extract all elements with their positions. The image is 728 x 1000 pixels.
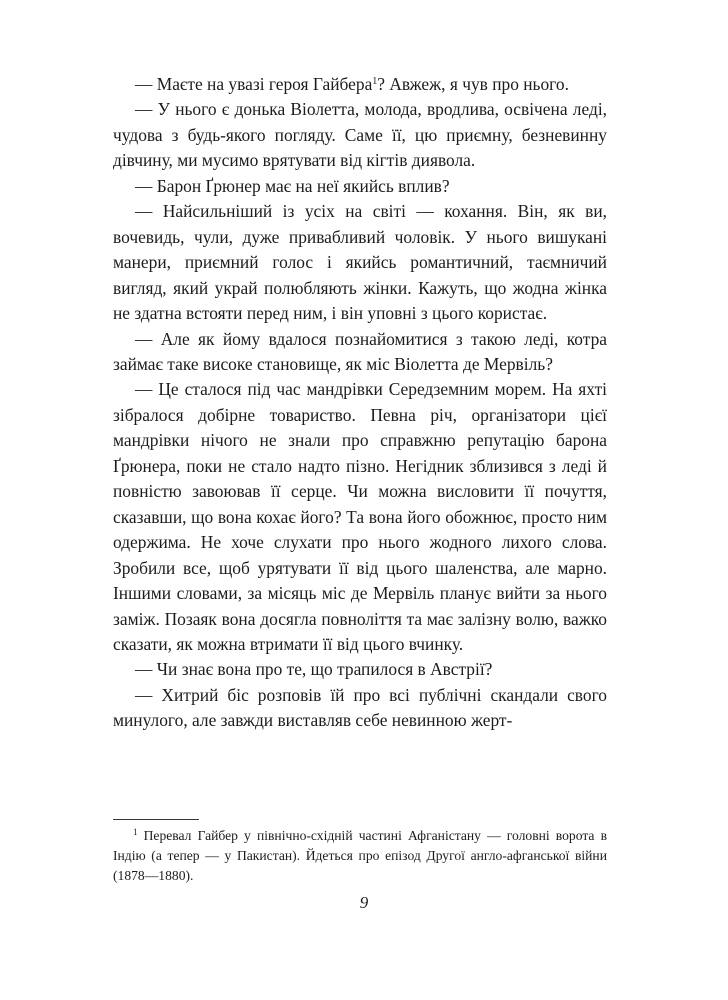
paragraph-3: — Барон Ґрюнер має на неї якийсь вплив?: [135, 175, 450, 196]
paragraph-1: — Маєте на увазі героя Гайбера$^1$? Авжеж, я чув про нього.: [135, 74, 569, 94]
footnote-text: Перевал Гайбер у північно-східній частині Афганістану — головні ворота в Індію (а тепер — у Пакистан). Йдеться про епізод Другої англо-афганської війни (1878—1880).: [113, 828, 607, 883]
footnote-ref[interactable]: 1: [372, 76, 378, 87]
main-text: [113, 72, 607, 734]
paragraph-5: — Але як йому вдалося познайомитися з такою леді, котра займає таке високе становище, як міс Віолетта де Мервіль?: [113, 328, 607, 374]
footnote-marker: 1: [133, 827, 138, 837]
paragraph-8: — Хитрий біс розповів їй про всі публічні скандали свого минулого, але завжди виставляв себе невинною жерт-: [113, 684, 607, 731]
paragraph-2: — У нього є донька Віолетта, молода, вродлива, освічена леді, чудова з будь-якого погляду. Саме її, цю приємну, безневинну дівчину, ми мусимо врятувати від кігтів диявола.: [113, 99, 607, 171]
footnote: [113, 826, 607, 886]
paragraph-4: — Найсильніший із усіх на світі — кохання. Він, як ви, вочевидь, чули, дуже привабливий чоловік. У нього вишукані манери, приємний голос і якийсь романтичний, таємничий вигляд, який украй полюбляють жінки. Кажуть, що жодна жінка не здатна встояти перед ним, і він уповні з цього користає.: [113, 201, 607, 324]
paragraph-6: — Це сталося під час мандрівки Середземним морем. На яхті зібралося добірне товариство. Певна річ, організатори цієї мандрівки нічого не знали про справжню репутацію барона Ґрюнера, поки не стало надто пізно. Негідник зблизився з леді й повністю завоював її серце. Чи можна висловити її почуття, сказавши, що вона кохає його? Та вона його обожнює, просто ним одержима. Не хоче слухати про нього жодного лихого слова. Зробили все, щоб урятувати її від цього шаленства, але марно. Іншими словами, за місяць міс де Мервіль планує вийти за нього заміж. Позаяк вона досягла повноліття та має залізну волю, важко сказати, як можна втримати її від цього вчинку.: [113, 379, 607, 654]
footnote-divider: [113, 819, 199, 820]
paragraph-7: — Чи знає вона про те, що трапилося в Австрії?: [135, 659, 493, 680]
page-number: 9: [359, 893, 369, 912]
